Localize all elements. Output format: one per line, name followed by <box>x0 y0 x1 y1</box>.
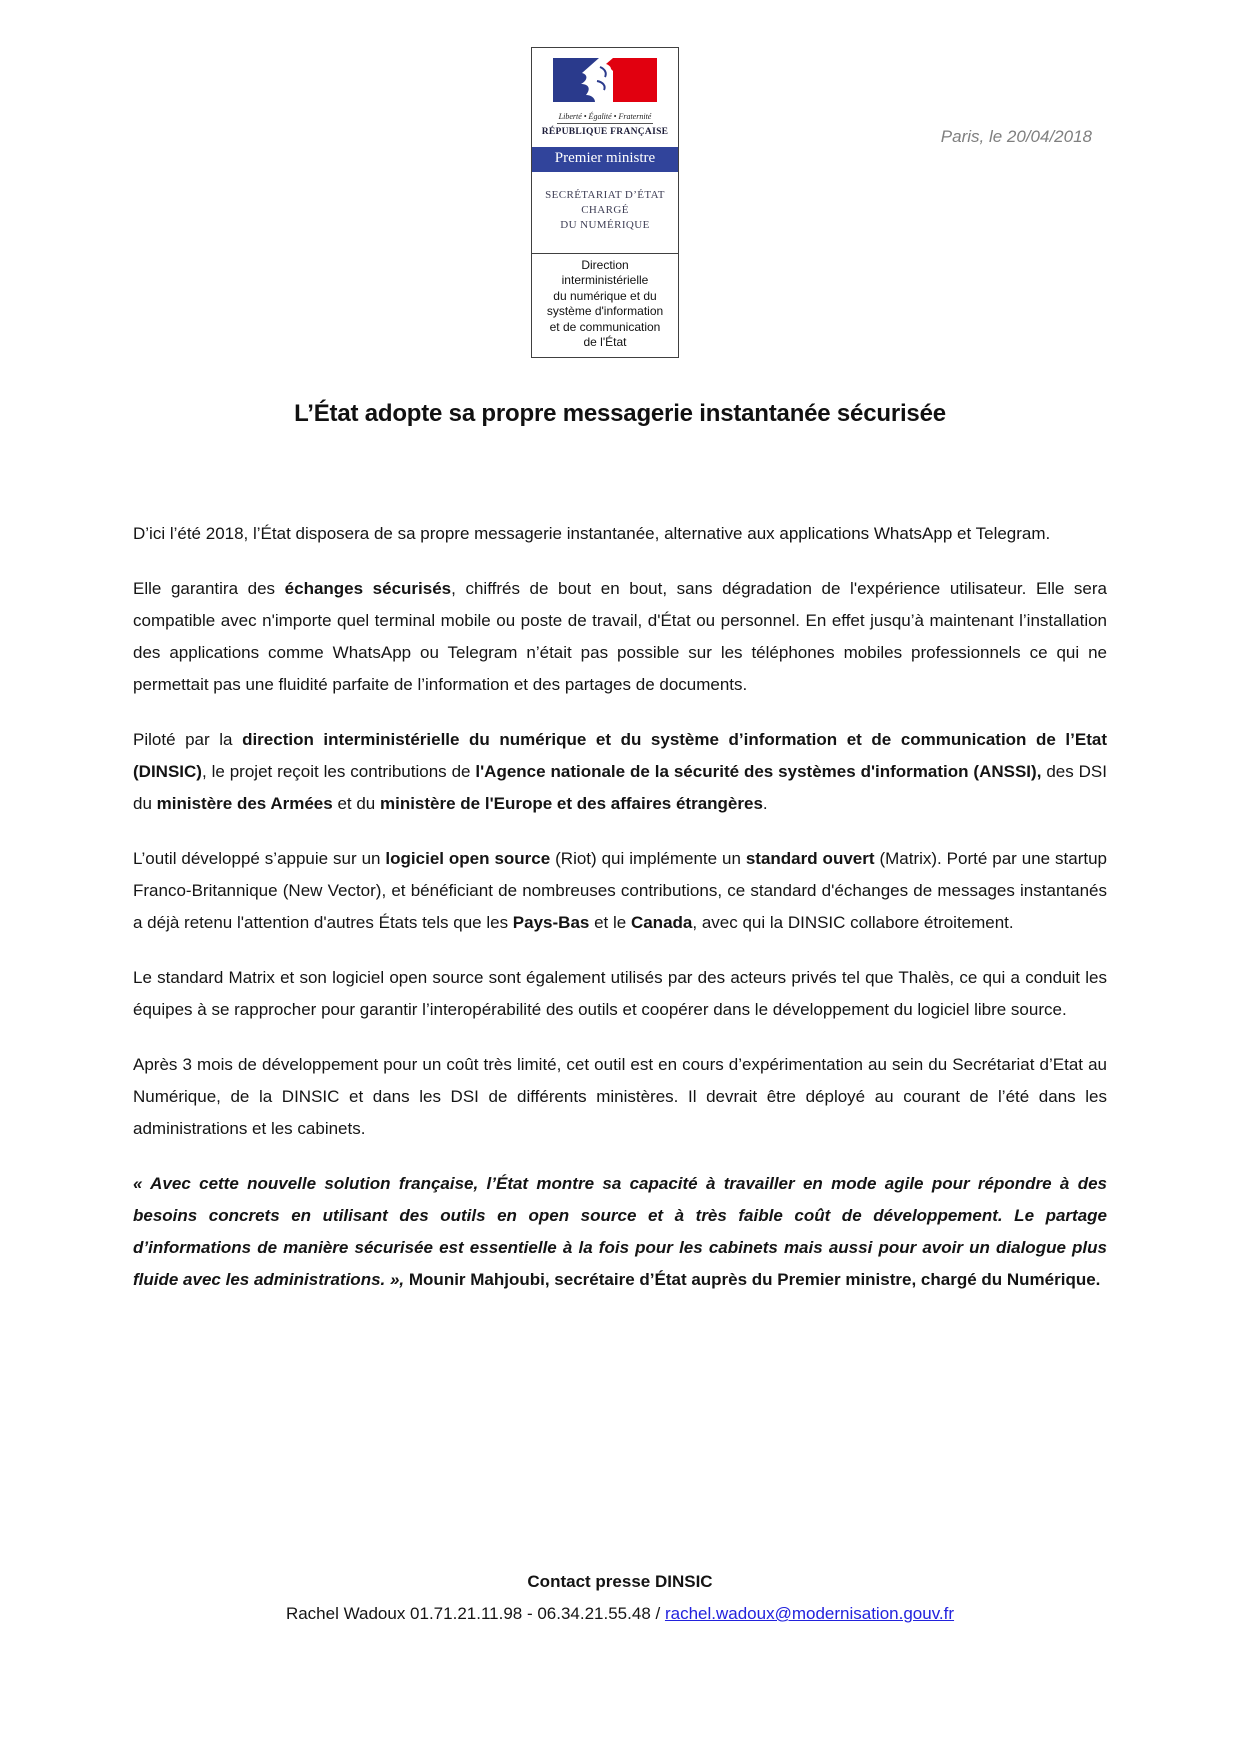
body-text-run-bold: Canada <box>630 913 693 932</box>
body-text-run: , le projet reçoit les contributions de <box>201 762 476 781</box>
quote-text-run: « Avec cette nouvelle solution française, l’État montre sa capacité à travailler en mode agile pour répondre à des besoins concrets en utilisant des outils en open source et à très faible coût de développement. Le partage d’informations de manière sécurisée est essentielle à la fois pour les cabinets mais aussi pour avoir un dialogue plus fluide avec les administrations. », <box>133 1174 1107 1289</box>
body-text-run-bold: ministère de l'Europe et des affaires étrangères <box>379 794 763 813</box>
direction-line: Direction <box>581 257 629 272</box>
page-title: L’État adopte sa propre messagerie instantanée sécurisée <box>294 400 946 427</box>
direction-line: interministérielle <box>561 273 649 287</box>
gov-logo-block <box>531 47 679 358</box>
body-text-run: Elle garantira des <box>133 579 285 598</box>
direction-line: du numérique et du <box>553 288 657 303</box>
republique-francaise-label: RÉPUBLIQUE FRANÇAISE <box>541 127 669 137</box>
paragraph-matrix-standard <box>133 962 1107 1026</box>
marianne-logo-box <box>531 47 679 254</box>
body-text-run-bold: échanges sécurisés <box>284 579 452 598</box>
logo-motto <box>532 106 678 124</box>
body-text-run-bold: logiciel open source <box>385 849 551 868</box>
body-text-run: , avec qui la DINSIC collabore étroitement. <box>692 913 1014 932</box>
body-text-run: . <box>762 794 768 813</box>
french-flag-marianne-icon <box>553 58 657 102</box>
secretariat-line: SECRÉTARIAT D’ÉTAT <box>545 189 665 201</box>
contact-line <box>0 1602 1240 1626</box>
body-text-run-bold: l'Agence nationale de la sécurité des systèmes d'information (ANSSI), <box>475 762 1042 781</box>
paragraph-open-source <box>133 843 1107 939</box>
date-line: Paris, le 20/04/2018 <box>940 127 1092 146</box>
body-text-run: Le standard Matrix et son logiciel open source sont également utilisés par des acteurs privés tel que Thalès, ce qui a conduit les équipes à se rapprocher pour garantir l’interopérabilité des outils et coopérer dans le développement du logiciel libre source. <box>133 968 1107 1019</box>
body-text-run: D’ici l’été 2018, l’État disposera de sa propre messagerie instantanée, alternative aux applications WhatsApp et Telegram. <box>133 524 1051 543</box>
premier-ministre-band: Premier ministre <box>532 147 678 172</box>
body-text-run: (Riot) qui implémente un <box>550 849 746 868</box>
dinsic-direction-box <box>531 253 679 358</box>
body-text-run: et le <box>589 913 631 932</box>
direction-line: de l'État <box>583 335 627 349</box>
body-text-run-bold: ministère des Armées <box>156 794 333 813</box>
paragraph-security <box>133 573 1107 701</box>
contact-email-link[interactable]: rachel.wadoux@modernisation.gouv.fr <box>664 1604 955 1623</box>
contact-info: Rachel Wadoux 01.71.21.11.98 - 06.34.21.55.48 / <box>285 1604 665 1623</box>
body-text-run-bold: standard ouvert <box>745 849 875 868</box>
quote-paragraph <box>133 1168 1107 1296</box>
body-text-run-bold: Pays-Bas <box>512 913 590 932</box>
press-contact-footer <box>0 1570 1240 1626</box>
body-text-run: Après 3 mois de développement pour un coût très limité, cet outil est en cours d’expérimentation au sein du Secrétariat d’Etat au Numérique, de la DINSIC et dans les DSI de différents ministères. Il devrait être déployé au courant de l’été dans les administrations et les cabinets. <box>133 1055 1107 1138</box>
body-text-run: Piloté par la <box>133 730 243 749</box>
secretariat-label <box>532 172 678 253</box>
body-text-run: L’outil développé s’appuie sur un <box>133 849 386 868</box>
paragraph-pilotage <box>133 724 1107 820</box>
paragraph-intro <box>133 518 1107 550</box>
contact-title: Contact presse DINSIC <box>527 1572 713 1591</box>
quote-attribution-run: Mounir Mahjoubi, secrétaire d’État auprès du Premier ministre, chargé du Numérique. <box>408 1270 1101 1289</box>
body-text-run: , chiffrés de bout en bout, sans dégradation de l'expérience utilisateur. Elle sera compatible avec n'importe quel terminal mobile ou poste de travail, d'État ou personnel. En effet jusqu’à maintenant l’installation des applications comme WhatsApp ou Telegram n’était pas possible sur les téléphones mobiles professionnels ce qui ne permettait pas une fluidité parfaite de l’information et des partages de documents. <box>133 579 1107 694</box>
body-text-run: des DSI du <box>133 762 1107 813</box>
paragraph-experimentation <box>133 1049 1107 1145</box>
secretariat-line: CHARGÉ <box>581 204 629 216</box>
direction-line: système d'information <box>546 304 664 318</box>
direction-line: et de communication <box>549 319 661 334</box>
secretariat-line: DU NUMÉRIQUE <box>560 219 650 231</box>
motto-text: Liberté • Égalité • Fraternité <box>557 112 654 124</box>
body-text-run: (Matrix). Porté par une startup Franco-Britannique (New Vector), et bénéficiant de nombreuses contributions, ce standard d'échanges de messages instantanés a déjà retenu l'attention d'autres États tels que les <box>133 849 1107 932</box>
body-text-run-bold: direction interministérielle du numérique et du système d’information et de communication de l’Etat (DINSIC) <box>133 730 1107 781</box>
body-text-run: et du <box>332 794 380 813</box>
press-release-body <box>133 518 1107 1319</box>
